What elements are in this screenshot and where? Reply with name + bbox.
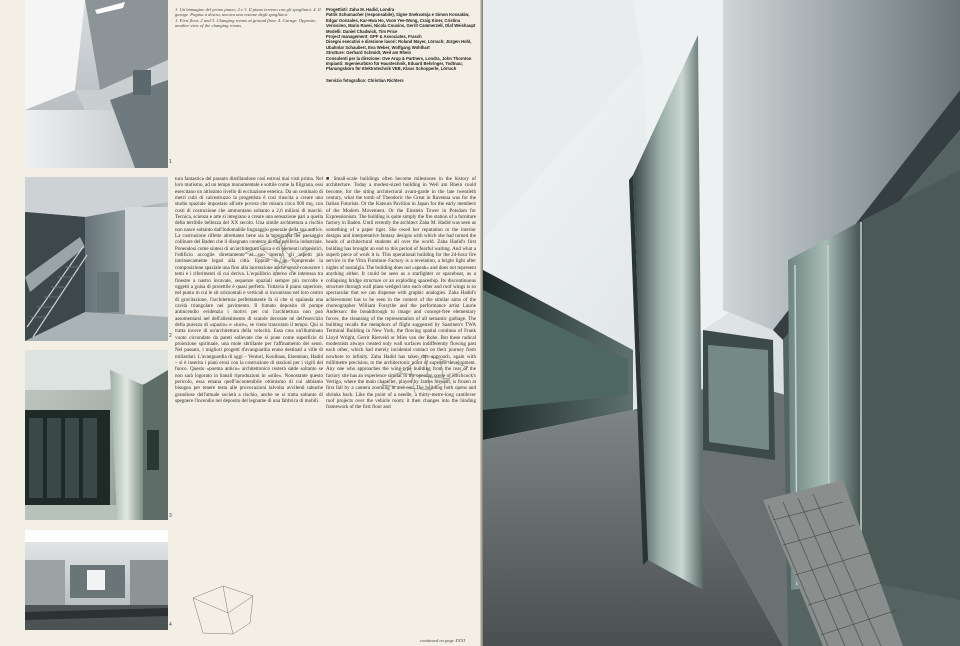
project-credits <box>326 7 476 83</box>
caption-italian: 1. Un'immagine del primo piano; 2 e 3. Il piano terreno con gli spogliatoi. 4. Il garage. Pagina a destra, ancora una visione degli spogliatoi. <box>175 7 321 18</box>
credits-services: Impianti: Ingenieurbüro für Haustechnik, Eduard Behringer, Todtnau; Planungsbüro für Elektrotechnik VEB, Klaus Schopperle, Lörrach <box>326 61 463 72</box>
photo-number-2: 2 <box>169 333 172 339</box>
photo-changing-rooms-large <box>483 0 960 646</box>
photo-number-4: 4 <box>169 622 172 628</box>
sketch-drawing-lower <box>188 578 258 636</box>
credits-structures: Strutture: Gerhard Schmidt, Weil am Rhein <box>326 50 412 56</box>
credits-team: Patrik Schumacher (responsabile), Signe Snekvatsja e Simon Kossakiw, Edgar Gonzales, Kar-Hwa Ho, Voon Yee-Wong, Craig Kiner, Cristina Verissimo, Mario Ravei, Nicola Cousins, Gerrit Cammerzell, Olaf Weishaupt <box>326 12 476 29</box>
english-body: ■ Small-scale buildings often become milestones in the history of architecture. Today a modest-sized building in Weil am Rhein could become, for the siting architectural avant-garde in the late twentieth century, what the tomb of Theodoric the Great in Ravenna was for the Italian Futurists. Or the Katsura Pavilion in Japan for the early members of the Modern Movement. Or the Einstein Tower in Potsdam for Expressionism. The building is quite simply the fire station of a furniture factory in Baden. Until recently the architect Zaha M. Hadid was seen as something of a paper tiger. She owed her reputation to the interior designs and interpretative fantasy designs with which she had turned the heads of architectural students all over the world. Zaha Hadid's first building has brought an end to this period of fearful waiting. And what a superb piece of work it is. This operational building for the 24-hour fire service in the Vitra Furniture Factory is a revelation, a bright light after nights of nostalgia. The building does not «speak» and does not represent anything either. It could be seen as a starfighter or spaceboat, as a collapsing bridge structure or an exploding spaceship. Its discontinuous structure through wall plans wedged into each other and roof wings is so spectacular that we can dispense with graphic analogies. Zaha Hadid's achievement has to be seen in the context of the similar aims of the choreographer William Forsythe and the performance artist Laurie Anderson: the breakthrough to image and concept-free elementary forces, the cleansing of the representation of all semantic garbage. The building recalls the metaphors of flight suggested by Saarinen's TWA Terminal Building in New York, the flowing spatial continua of Frank Lloyd Wright, Gerrit Rietveld or Mies van der Rohe. But these radical modernists always created only wall surfaces indifferently flowing past each other, which had merely incidental contact on their journey from nowhere to infinity. Zaha Hadid has taken this approach, again with millimetre precision, to the architectonic point of supreme development. Any one who approaches the wing-type building from the rear of the factory site has an experience similar to the opening scene of Hitchcock's Vertigo, where the main character, played by James Stewart, is frozen at first fall by a camera zooming in and out. The building both opens and shrinks back. Like the point of a needle, a thirty-metre-long cantilever roof projects over the vehicle room; it then changes into the binding framework of the first floor and <box>326 176 476 411</box>
credits-designers: Progettisti: Zaha M. Hadid, Londra <box>326 7 395 12</box>
right-page-photo <box>483 0 960 646</box>
credits-photography: Servizio fotografico: Christian Richters <box>326 77 404 83</box>
photo-garage <box>25 530 168 630</box>
credits-consultants: Consulenti per la direzione: Ove Arup & Partners, Londra, John Thornton <box>326 55 472 61</box>
sketch-drawing-right <box>380 345 470 400</box>
photo-number-3: 3 <box>169 513 172 519</box>
photo-first-floor <box>25 0 168 168</box>
credits-execution: Disegni esecutivi e direzione lavori: Roland Mayer, Lörrach; Jürgen Hohl, Ubahnlar Schaubert, Eva Weber, Wolfgang Wohlhart <box>326 39 472 50</box>
continued-note: continued on page XXXI <box>420 638 466 643</box>
sketch-drawing-upper <box>240 218 320 278</box>
italian-body: tura fantastica del passato distillandone così estrosi mai visti prima. Nel loro mutismo, ad un tempo monumentale e sottile come la filigrana, essi esercitano un altissimo livello di eccitazione estetica. Da un centinaio di metri cubi di calcestruzzo la progettista è così riuscita a creare uno studio spaziale impostato all'arte povera che misura circa 900 mq, con costi di costruzione che ammontano soltanto a 2,6 milioni di marchi. Tecnica, scienza e arte si integrano a creare una sensazione pari a quella della terribile bellezza del XX secolo. Una simile architettura a rischio non nasce soltanto dall'indomabile linguaggio generale della sua autrice. La costruzione riflette altrettanto bene sia la topografia del paesaggio collinare del Baden che il disegnato contesto di una periferia industriale. Ponendosi come sintesi di un'architettura unica e di elementi urbanistici, l'edificio accoglie direttamente al suo interno gli aspetti più intrinsecamente legati alla città. Eppure si ne comprende la composizione spaziale una fino alla lacerazione anche senza conoscere i temi e i riferimenti di cui deriva. L'equilibrio interno che interessa tra finestre a nastro incavate, sequenze spaziali sempre più raccolte e oggetti a guisa di proiettile è quasi perfetto. Tuttavia il piano superiore, nel punto in cui le sit orizzontali e verticali si incontrano nel loro centro di gravitazione, l'architettura perfettamente fa sì che si spalanda una cavità triangolare nel pavimento. Il fumato deposito di pompe antincendio evidenzia i motivi per cui l'architettura non può assomentarsi nel dell'allestimento di scatole decorate né dell'esercizio della purezza di «spazio» e «luce», se viene trascurato il tempo. Qui si tratta invece di un'architettura della velocità. Essa crea un'illuminato vuoto circondato da pareti sollevate che si pone come superficie di proiezione spirituale, una mole sbrillante per l'affinamento dei sensi. Nel passato, i migliori progetti d'avanguardia erano destinati a ville di miliardari. L'avanguardia di oggi – Venturi, Koolhaas, Eisenman, Hadid – si è inserita i piani erosi con la costruzione di stazioni per i vigili del fuoco. Questo «poema antico» architettonico resterà salde soltanto se non sarà logorato in banali riproduzioni in «stile». Nonostante questo pericolo, essa emana quell'incontenibile ottimismo di cui abbiamo bisogno per tenere testa alle provocazioni talvolta avvilenti tabuche grandiose dell'attuale società a rischio, anche se si tratta soltanto di spegnere l'incendio nel deposito del legname di una fabbrica di mobili. <box>175 176 323 405</box>
photo-staircase <box>25 177 168 341</box>
photo-captions <box>175 7 325 29</box>
credits-project-management: Project management: GPF & Associates, Frasch <box>326 34 422 40</box>
credits-models: Modelli: Daniel Chadwick, Tim Price <box>326 28 398 34</box>
caption-english: 1. First floor. 2 and 3. Changing rooms at ground floor. 4. Garage. Opposite, another view of the changing rooms. <box>175 17 317 29</box>
article-text-english <box>326 176 476 646</box>
photo-changing-rooms <box>25 350 168 520</box>
photo-number-1: 1 <box>169 159 172 165</box>
